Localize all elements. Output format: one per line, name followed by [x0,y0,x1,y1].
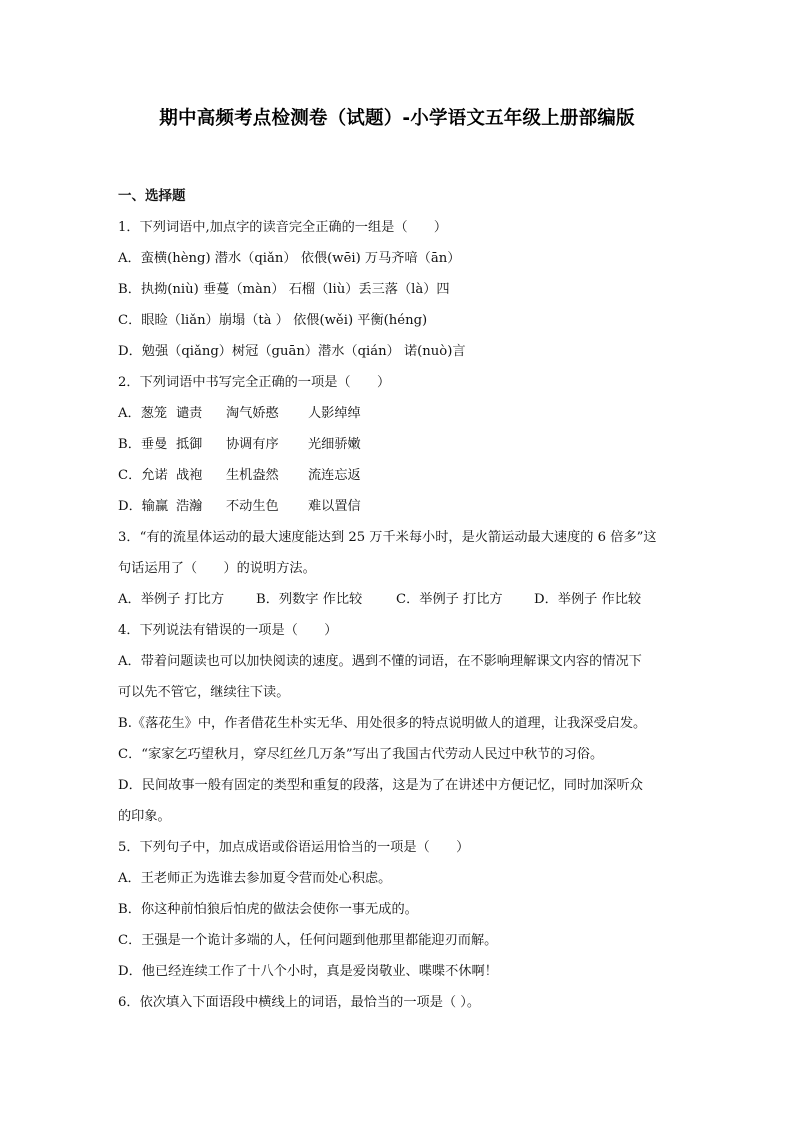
question-3-stem-line-1: 3．“有的流星体运动的最大速度能达到 25 万千米每小时，是火箭运动最大速度的 6 倍多”这 [118,530,657,545]
question-2-option-b [118,429,678,460]
question-5-option-b: B．你这种前怕狼后怕虎的做法会使你一事无成的。 [118,902,418,917]
option-word: 淘气娇憨 [226,406,279,421]
question-3-stem-line-2: 句话运用了（ ）的说明方法。 [118,561,316,576]
option-word: 流连忘返 [308,468,361,483]
question-1-option-d: D．勉强（qiǎng）树冠（guān）潜水（qián） 诺(nuò)言 [118,344,466,359]
question-4-stem: 4．下列说法有错误的一项是（ ） [118,623,338,638]
question-2-option-c [118,460,678,491]
option-word: 抵御 [176,437,203,452]
question-4-option-d-line-2: 的印象。 [118,809,171,824]
option-word: 浩瀚 [176,499,203,514]
option-word: 谴责 [176,406,203,421]
question-list [118,181,678,1018]
question-4-option-c: C．“家家乞巧望秋月，穿尽红丝几万条”写出了我国古代劳动人民过中秋节的习俗。 [118,747,604,762]
question-3-options [118,584,678,615]
question-4-option-b: B.《落花生》中，作者借花生朴实无华、用处很多的特点说明做人的道理，让我深受启发。 [118,716,647,731]
question-6-stem: 6．依次填入下面语段中横线上的词语，最恰当的一项是（ ）。 [118,995,481,1010]
question-1-option-a: A．蛮横(hèng) 潜水（qiǎn） 依偎(wēi) 万马齐喑（ān） [118,251,461,266]
question-5-option-d: D．他已经连续工作了十八个小时，真是爱岗敬业、喋喋不休啊！ [118,964,498,979]
question-2-stem: 2．下列词语中书写完全正确的一项是（ ） [118,375,391,390]
option-word: D．输赢 [118,499,169,514]
option-word: 难以置信 [308,499,361,514]
option-word: 不动生色 [226,499,279,514]
option-word: 生机盎然 [226,468,279,483]
question-3-option-d: D．举例子 作比较 [534,592,642,607]
question-1-option-c: C．眼睑（liǎn）崩塌（tà ） 依偎(wěi) 平衡(héng) [118,313,428,328]
question-2-option-d [118,491,678,522]
question-5-stem: 5．下列句子中，加点成语或俗语运用恰当的一项是（ ） [118,840,470,855]
question-4-option-a-line-1: A．带着问题读也可以加快阅读的速度。遇到不懂的词语，在不影响理解课文内容的情况下 [118,654,642,669]
section-heading: 一、选择题 [118,188,186,204]
option-word: C．允诺 [118,468,168,483]
option-word: B．垂曼 [118,437,168,452]
question-5-option-a: A．王老师正为选谁去参加夏令营而处心积虑。 [118,871,392,886]
option-word: 人影绰绰 [308,406,361,421]
question-4-option-a-line-2: 可以先不管它，继续往下读。 [118,685,290,700]
question-3-option-b: B．列数字 作比较 [256,592,363,607]
option-word: 协调有序 [226,437,279,452]
option-word: A．葱笼 [118,406,168,421]
question-3-option-a: A．举例子 打比方 [118,592,225,607]
option-word: 光细骄嫩 [308,437,361,452]
question-2-option-a [118,398,678,429]
question-3-option-c: C．举例子 打比方 [396,592,503,607]
question-4-option-d-line-1: D．民间故事一般有固定的类型和重复的段落，这是为了在讲述中方便记忆，同时加深听众 [118,778,643,793]
option-word: 战袍 [176,468,203,483]
question-5-option-c: C．王强是一个诡计多端的人，任何问题到他那里都能迎刃而解。 [118,933,498,948]
question-1-option-b: B．执拗(niù) 垂蔓（màn） 石榴（liù）丢三落（là）四 [118,282,450,297]
page-title: 期中高频考点检测卷（试题）-小学语文五年级上册部编版 [159,108,635,129]
question-1-stem: 1．下列词语中,加点字的读音完全正确的一组是（ ） [118,220,448,235]
